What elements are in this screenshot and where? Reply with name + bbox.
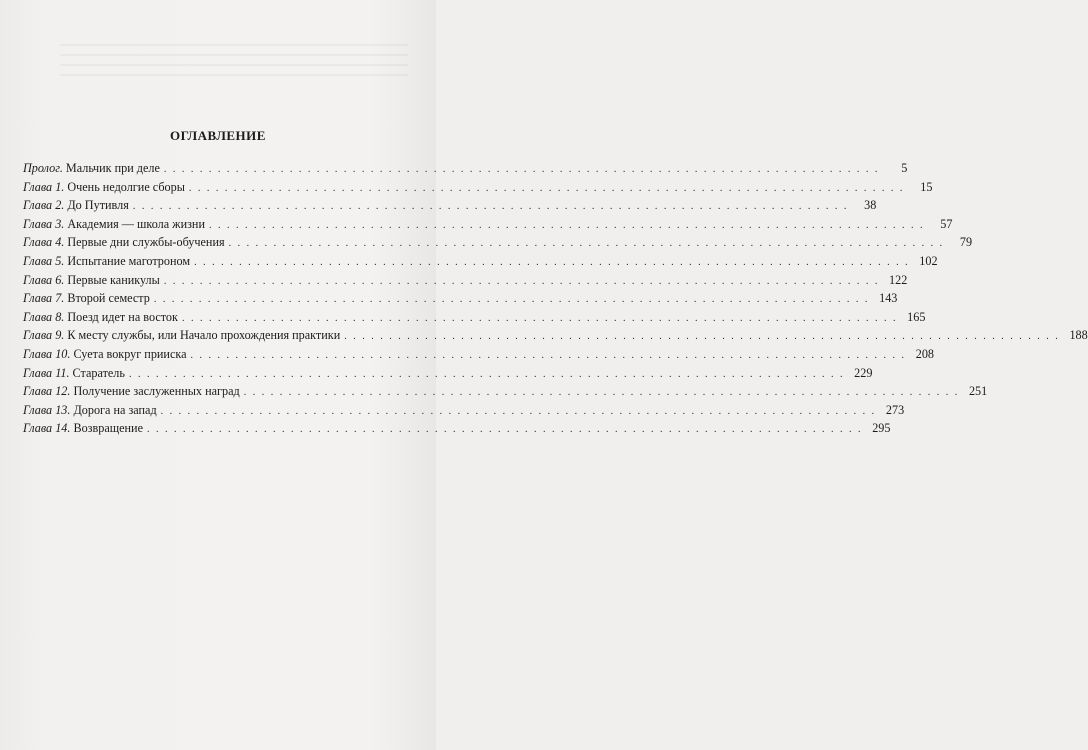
chapter-label: Глава 1. [23, 179, 65, 194]
dot-leader: . . . . . . . . . . . . . . . . . . . . . . . . . . . . . . . . . . . . . . . . . . . . . . . . . . . . . . . . . . . . . . . . . . . . . . . . . . . . . . . . [181, 312, 898, 324]
chapter-title: Первые каникулы [67, 272, 160, 287]
dot-leader: . . . . . . . . . . . . . . . . . . . . . . . . . . . . . . . . . . . . . . . . . . . . . . . . . . . . . . . . . . . . . . . . . . . . . . . . . . . . . . . . [194, 256, 910, 268]
page-number: 38 [864, 198, 877, 213]
toc-entry [23, 402, 905, 422]
chapter-title: Испытание маготроном [67, 253, 191, 268]
chapter-title: Старатель [72, 365, 125, 380]
bleed-through-text [60, 44, 408, 84]
page-number: 208 [915, 346, 935, 361]
chapter-label: Глава 3. [23, 216, 65, 231]
toc-entry [23, 179, 933, 199]
dot-leader: . . . . . . . . . . . . . . . . . . . . . . . . . . . . . . . . . . . . . . . . . . . . . . . . . . . . . . . . . . . . . . . . . . . . . . . . . . . . . . . . [243, 387, 960, 399]
chapter-title: К месту службы, или Начало прохождения практики [67, 328, 341, 343]
chapter-label: Глава 12. [23, 384, 71, 399]
page-number: 15 [920, 179, 933, 194]
toc-entry [23, 272, 908, 292]
toc-entry [23, 198, 877, 217]
chapter-title: Суета вокруг прииска [73, 346, 187, 361]
chapter-title: Мальчик при деле [65, 161, 160, 175]
chapter-label: Глава 10. [23, 346, 71, 361]
page-number: 165 [907, 309, 926, 324]
dot-leader: . . . . . . . . . . . . . . . . . . . . . . . . . . . . . . . . . . . . . . . . . . . . . . . . . . . . . . . . . . . . . . . . . . . . . . . . . . . . . . . . [190, 349, 907, 361]
page-number: 188 [1069, 328, 1088, 343]
page-number: 57 [940, 216, 953, 231]
dot-leader: . . . . . . . . . . . . . . . . . . . . . . . . . . . . . . . . . . . . . . . . . . . . . . . . . . . . . . . . . . . . . . . . . . . . . . . . . . . . . . . . [128, 368, 845, 380]
page-number: 229 [854, 365, 873, 380]
page-number: 251 [968, 384, 988, 399]
toc-entry [23, 161, 908, 180]
chapter-title: Академия — школа жизни [67, 216, 205, 231]
page-number: 122 [889, 272, 908, 287]
chapter-label: Глава 14. [23, 421, 71, 436]
dot-leader: . . . . . . . . . . . . . . . . . . . . . . . . . . . . . . . . . . . . . . . . . . . . . . . . . . . . . . . . . . . . . . . . . . . . . . . . . . . . . . . . [208, 219, 925, 231]
toc-entry [23, 346, 935, 366]
chapter-label: Глава 5. [23, 253, 65, 268]
toc-entry [23, 253, 938, 273]
chapter-title: Возвращение [73, 421, 143, 436]
chapter-label: Глава 9. [23, 328, 65, 343]
chapter-label: Глава 7. [23, 291, 65, 306]
chapter-title: Получение заслуженных наград [73, 384, 240, 399]
chapter-title: Второй семестр [67, 291, 150, 306]
toc-entry [23, 235, 973, 254]
dot-leader: . . . . . . . . . . . . . . . . . . . . . . . . . . . . . . . . . . . . . . . . . . . . . . . . . . . . . . . . . . . . . . . . . . . . . . . . . . . . . . . . [153, 294, 870, 306]
page-number: 102 [919, 253, 938, 268]
chapter-label: Глава 4. [23, 235, 65, 250]
chapter-title: Поезд идет на восток [67, 309, 178, 324]
toc-entry [23, 365, 873, 385]
chapter-title: Дорога на запад [73, 402, 157, 417]
toc-entry [23, 421, 891, 440]
dot-leader: . . . . . . . . . . . . . . . . . . . . . . . . . . . . . . . . . . . . . . . . . . . . . . . . . . . . . . . . . . . . . . . . . . . . . . . . . . . . . . . . [228, 238, 945, 250]
dot-leader: . . . . . . . . . . . . . . . . . . . . . . . . . . . . . . . . . . . . . . . . . . . . . . . . . . . . . . . . . . . . . . . . . . . . . . . . . . . . . . . . [163, 275, 880, 287]
toc-entry [23, 216, 953, 236]
dot-leader: . . . . . . . . . . . . . . . . . . . . . . . . . . . . . . . . . . . . . . . . . . . . . . . . . . . . . . . . . . . . . . . . . . . . . . . . . . . . . . . . [146, 424, 863, 436]
dot-leader: . . . . . . . . . . . . . . . . . . . . . . . . . . . . . . . . . . . . . . . . . . . . . . . . . . . . . . . . . . . . . . . . . . . . . . . . . . . . . . . . [188, 182, 905, 194]
toc-entry [23, 309, 926, 329]
page-number: 79 [959, 235, 973, 250]
page-number: 143 [879, 291, 898, 306]
toc-entry [23, 291, 898, 310]
toc-entry [23, 384, 988, 403]
dot-leader: . . . . . . . . . . . . . . . . . . . . . . . . . . . . . . . . . . . . . . . . . . . . . . . . . . . . . . . . . . . . . . . . . . . . . . . . . . . . . . . . [344, 331, 1060, 343]
page-number: 5 [901, 161, 908, 175]
table-of-contents [23, 161, 1088, 440]
chapter-label: Пролог. [23, 161, 63, 175]
chapter-title: Очень недолгие сборы [67, 179, 185, 194]
chapter-label: Глава 13. [23, 402, 71, 417]
toc-entry [23, 328, 1088, 347]
dot-leader: . . . . . . . . . . . . . . . . . . . . . . . . . . . . . . . . . . . . . . . . . . . . . . . . . . . . . . . . . . . . . . . . . . . . . . . . . . . . . . . . [132, 201, 849, 213]
chapter-label: Глава 6. [23, 272, 65, 287]
page-number: 273 [885, 402, 905, 417]
chapter-title: До Путивля [67, 198, 129, 213]
page-title: ОГЛАВЛЕНИЕ [170, 128, 266, 143]
chapter-title: Первые дни службы-обучения [67, 235, 225, 250]
chapter-label: Глава 2. [23, 198, 65, 213]
dot-leader: . . . . . . . . . . . . . . . . . . . . . . . . . . . . . . . . . . . . . . . . . . . . . . . . . . . . . . . . . . . . . . . . . . . . . . . . . . . . . . . . [160, 405, 877, 417]
page-number: 295 [872, 421, 891, 436]
dot-leader: . . . . . . . . . . . . . . . . . . . . . . . . . . . . . . . . . . . . . . . . . . . . . . . . . . . . . . . . . . . . . . . . . . . . . . . . . . . . . . . . [163, 164, 880, 175]
chapter-label: Глава 11. [23, 365, 70, 380]
chapter-label: Глава 8. [23, 309, 65, 324]
